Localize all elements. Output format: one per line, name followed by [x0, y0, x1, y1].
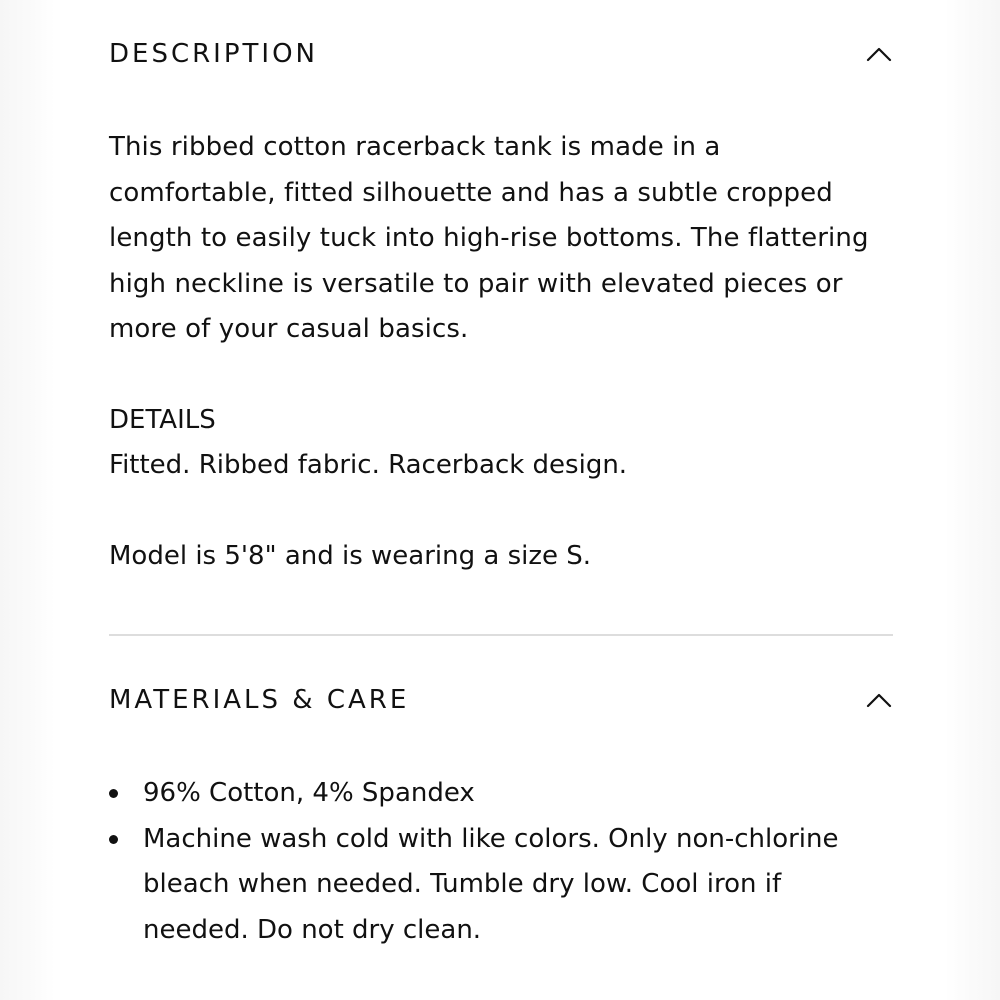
materials-section	[109, 672, 893, 953]
materials-header[interactable]	[109, 672, 893, 728]
list-item	[109, 817, 883, 954]
description-section	[109, 26, 893, 579]
details-heading: DETAILS	[109, 404, 216, 435]
bullet-icon	[109, 789, 118, 798]
chevron-up-icon[interactable]	[865, 44, 893, 64]
list-item	[109, 771, 883, 817]
left-edge-shade	[0, 0, 55, 1000]
description-header[interactable]	[109, 26, 893, 82]
details-text: Fitted. Ribbed fabric. Racerback design.	[109, 450, 628, 480]
care-item-text: 96% Cotton, 4% Spandex	[143, 778, 475, 808]
chevron-up-icon[interactable]	[865, 690, 893, 710]
bullet-icon	[109, 835, 118, 844]
care-list	[109, 771, 893, 953]
accordion-container	[109, 0, 893, 953]
description-title: DESCRIPTION	[109, 39, 318, 69]
care-item-text: Machine wash cold with like colors. Only non-chlorine bleach when needed. Tumble dry low. Cool iron if needed. Do not dry clean.	[143, 823, 839, 945]
right-edge-shade	[945, 0, 1000, 1000]
model-size-text: Model is 5'8" and is wearing a size S.	[109, 540, 592, 571]
description-body: This ribbed cotton racerback tank is made in a comfortable, fitted silhouette and has a subtle cropped length to easily tuck into high-rise bottoms. The flattering high neckline is versatile to pair with elevated pieces or more of your casual basics.	[109, 132, 869, 344]
materials-title: MATERIALS & CARE	[109, 685, 410, 715]
section-divider	[109, 634, 893, 636]
